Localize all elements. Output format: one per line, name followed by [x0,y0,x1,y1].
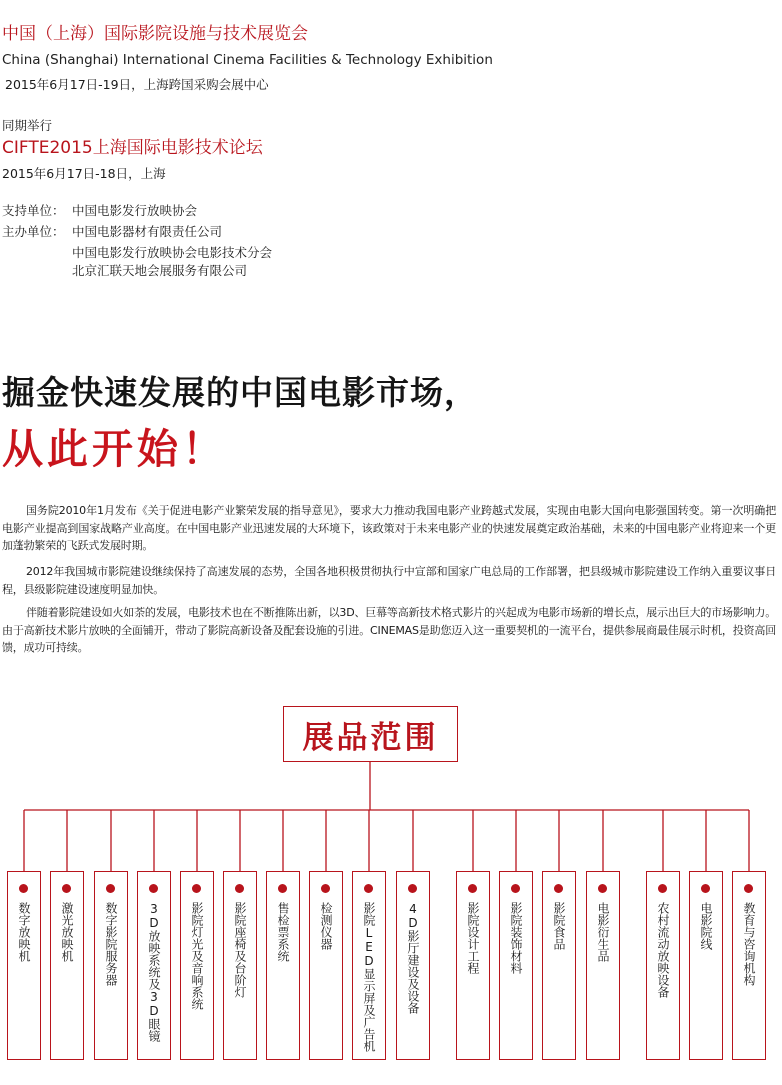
scope-item-label: 3D放映系统及3D眼镜 [147,902,161,1042]
scope-item-card [646,871,680,1060]
paragraph-1: 国务院2010年1月发布《关于促进电影产业繁荣发展的指导意见》，要求大力推动我国电影产业跨越式发展，实现由电影大国向电影强国转变。第一次明确把电影产业提高到国家战略产业高度。在中国电影产业迅速发展的大环境下，该政策对于未来电影产业的快速发展奠定政治基础，未来的中国电影产业将迎来一个更加蓬勃繁荣的飞跃式发展时期。 [2,504,776,552]
scope-item-card [137,871,171,1060]
headline-line-2: 从此开始！ [2,425,227,473]
scope-item-label: 教育与咨询机构 [742,902,756,986]
bullet-dot-icon [511,884,520,893]
host-label: 主办单位： [2,224,65,239]
bullet-dot-icon [598,884,607,893]
forum-date: 2015年6月17日-18日，上海 [2,166,166,181]
host-org-3: 北京汇联天地会展服务有限公司 [72,263,248,278]
scope-item-card [689,871,723,1060]
exhibition-date-venue: 2015年6月17日-19日，上海跨国采购会展中心 [5,77,269,92]
scope-item-card [7,871,41,1060]
bullet-dot-icon [106,884,115,893]
bullet-dot-icon [149,884,158,893]
scope-item-label: 影院食品 [552,902,566,950]
scope-item-card [586,871,620,1060]
bullet-dot-icon [235,884,244,893]
scope-item-label: 影院设计工程 [466,902,480,974]
scope-item-label: 影院灯光及音响系统 [190,902,204,1010]
bullet-dot-icon [192,884,201,893]
bullet-dot-icon [19,884,28,893]
paragraph-3: 伴随着影院建设如火如荼的发展，电影技术也在不断推陈出新，以3D、巨幕等高新技术格式影片的兴起成为电影市场新的增长点，展示出巨大的市场影响力。由于高新技术影片放映的全面铺开，带动了影院高新设备及配套设施的引进。CINEMAS是助您迈入这一重要契机的一流平台，提供参展商最佳展示时机，投资高回馈，成功可持续。 [2,606,776,654]
bullet-dot-icon [408,884,417,893]
scope-item-label: 数字放映机 [17,902,31,962]
exhibition-title-en: China (Shanghai) International Cinema Facilities & Technology Exhibition [2,52,493,68]
bullet-dot-icon [364,884,373,893]
scope-item-label: 数字影院服务器 [104,902,118,986]
scope-title-box [283,706,458,762]
bullet-dot-icon [744,884,753,893]
scope-item-card [732,871,766,1060]
scope-item-label: 影院装饰材料 [509,902,523,974]
exhibition-title-cn: 中国（上海）国际影院设施与技术展览会 [2,24,308,44]
concurrent-label: 同期举行 [2,118,53,133]
bullet-dot-icon [701,884,710,893]
scope-item-label: 影院座椅及台阶灯 [233,902,247,998]
bullet-dot-icon [62,884,71,893]
headline-line-1: 掘金快速发展的中国电影市场， [2,373,478,412]
scope-item-card [396,871,430,1060]
scope-title: 展品范围 [302,719,439,756]
scope-item-label: 电影院线 [699,902,713,950]
scope-item-label: 影院LED显示屏及广告机 [362,902,376,1052]
scope-item-label: 售检票系统 [276,902,290,962]
scope-item-card [94,871,128,1060]
scope-item-card [542,871,576,1060]
scope-item-card [266,871,300,1060]
host-org-2: 中国电影发行放映协会电影技术分会 [72,245,273,260]
host-org-1: 中国电影器材有限责任公司 [72,224,223,239]
scope-item-card [499,871,533,1060]
scope-item-card [352,871,386,1060]
scope-item-card [223,871,257,1060]
bullet-dot-icon [321,884,330,893]
scope-item-label: 检测仪器 [319,902,333,950]
scope-item-card [456,871,490,1060]
forum-title: CIFTE2015上海国际电影技术论坛 [2,138,263,158]
scope-item-card [180,871,214,1060]
scope-item-label: 农村流动放映设备 [656,902,670,998]
bullet-dot-icon [658,884,667,893]
paragraph-2: 2012年我国城市影院建设继续保持了高速发展的态势，全国各地积极贯彻执行中宣部和国家广电总局的工作部署，把县级城市影院建设工作纳入重要议事日程，县级影院建设速度明显加快。 [2,565,776,596]
scope-item-label: 4D影厅建设及设备 [406,902,420,1014]
bullet-dot-icon [468,884,477,893]
scope-item-card [50,871,84,1060]
scope-item-label: 电影衍生品 [596,902,610,962]
scope-item-card [309,871,343,1060]
support-org: 中国电影发行放映协会 [72,203,198,218]
scope-item-label: 激光放映机 [60,902,74,962]
bullet-dot-icon [554,884,563,893]
support-label: 支持单位： [2,203,65,218]
bullet-dot-icon [278,884,287,893]
